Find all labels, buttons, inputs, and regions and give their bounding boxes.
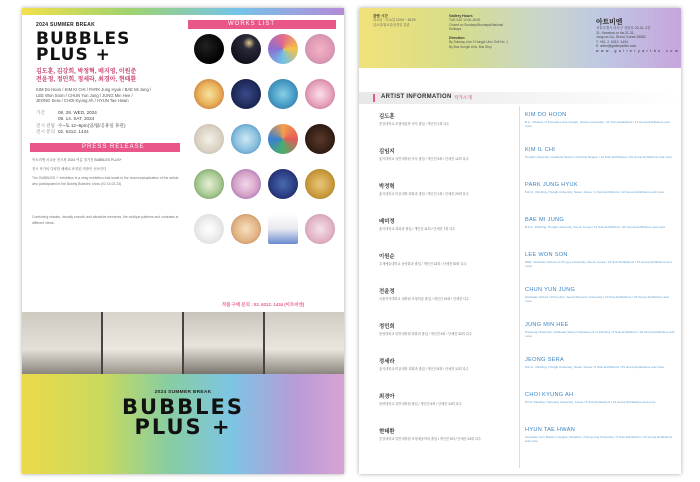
logo-line-1: BUBBLES [36, 29, 131, 49]
artwork-item[interactable] [192, 214, 226, 256]
artwork-caption [229, 111, 263, 121]
season-kicker: 2024 SUMMER BREAK [36, 22, 96, 28]
artist-bio: 한성대학교 일반대학원 회화과 졸업 / 개인전 6회 / 단체전 32회 다수 [379, 332, 472, 336]
artist-entry-en [525, 182, 675, 217]
artwork-caption [266, 111, 300, 121]
artist-entry-ko [379, 182, 507, 217]
artist-name: 배미정 [379, 219, 395, 225]
artist-name: 김임지 [379, 149, 395, 155]
artist-bio: 중앙대학교 일반대학원 조형예술학과 졸업 / 개인전 5회 / 단체전 23회 다수 [379, 437, 482, 441]
artwork-caption [192, 66, 226, 76]
direction-line-1: By Subway Line 2 Hongik Univ. Exit No. 1 [449, 40, 508, 45]
artist-bio: 중앙대학교 조형예술학 석사 졸업 / 개인전 1회 다수 [379, 122, 450, 126]
artwork-item[interactable] [303, 79, 337, 121]
artist-entry-en [525, 427, 675, 462]
artwork-thumbnail [231, 214, 261, 244]
artwork-thumbnail [268, 124, 298, 154]
artwork-thumbnail [305, 169, 335, 199]
artist-entry-ko [379, 252, 507, 287]
artist-bio: 추계예술대학교 동양화과 졸업 / 개인전 13회 / 단체전 50회 다수 [379, 262, 467, 266]
info-key: 전시 관람 [36, 122, 56, 128]
artist-entry-ko [379, 147, 507, 182]
artist-names-korean [36, 68, 176, 84]
artist-entry-ko [379, 217, 507, 252]
artwork-item[interactable] [229, 169, 263, 211]
artist-entry-ko [379, 112, 507, 147]
artwork-item[interactable] [192, 124, 226, 166]
artwork-item[interactable] [229, 214, 263, 256]
website-link[interactable]: w w w . g a l l e r y a r t b n . c o m [596, 48, 679, 53]
directions [449, 36, 589, 49]
artist-entry-ko [379, 357, 507, 392]
artwork-item[interactable] [229, 124, 263, 166]
artist-bio-en: Graduate School of Fine Arts, Seoul Women's University / 19 Solo Exhibitions / 32 Group Exhibitions and more [525, 295, 669, 304]
artist-entry-en [525, 392, 675, 427]
press-paragraph-ko-1: 아트비엔 서교동 전시장 2024 여름 정기전 BUBBLES PLUS+ [32, 158, 122, 162]
installation-photo [103, 312, 182, 374]
artwork-thumbnail [231, 169, 261, 199]
artist-names-ko-line-2: 전윤정, 정민희, 정세라, 최경아, 현태환 [36, 77, 137, 83]
artist-names-english [36, 87, 176, 104]
column-divider [519, 106, 520, 468]
press-paragraph-en-2: Combining shades, visually smooth and attractive elements, the multiple patterns and contrasts in different views. [32, 215, 179, 225]
artist-bio-en: B.A., Division of Formative Arts Design, Suwon University / 11 Solo Exhibitions / 11 Group Exhibitions and more [525, 120, 670, 129]
heading-accent-bar [373, 94, 375, 102]
artwork-thumbnail [231, 79, 261, 109]
artwork-thumbnail [231, 34, 261, 64]
artist-name-en: PARK JUNG HYUK [525, 182, 578, 188]
info-key: 전시 문의 [36, 129, 56, 134]
artwork-thumbnail [231, 124, 261, 154]
footer-logo-line-1: BUBBLES [122, 395, 244, 419]
artist-bio-en: MFA, Graduate School of chu gye University, Seoul, Korea / 13 Solo Exhibitions / 57 Group Exhibitions and more [525, 260, 672, 269]
artist-bio-en: M.F.A., Painting, Hongik University, Seoul, Korea / 1 Solo Exhibitions / 12 Group Exhibitions and more [525, 190, 665, 194]
hours-line-2: 일요일/월요일/공휴일 휴관 [373, 22, 410, 27]
artwork-caption [229, 201, 263, 211]
press-paragraph-en-1: The 'BUBBLES +' exhibition is a relay exhibition that leads to the reconceptualization of the artists who participated in the Bubbly Bubbles' show (02.15-02.23). [32, 176, 179, 186]
artist-entry-en [525, 252, 675, 287]
artist-list-english [525, 112, 675, 462]
artwork-thumbnail [268, 79, 298, 109]
artwork-caption [303, 201, 337, 211]
artwork-item[interactable] [266, 79, 300, 121]
footer-logo-line-2: PLUS + [134, 415, 232, 439]
artist-entry-ko [379, 427, 507, 462]
artist-entry-ko [379, 322, 507, 357]
artwork-thumbnail [305, 124, 335, 154]
artwork-thumbnail [194, 34, 224, 64]
press-paragraph-ko-2: 전시 작가의 다양한 매체로 표현된 작품이 선보인다 [32, 167, 107, 172]
artist-names-en-line-3: JEONG Sera / CHOI Kyung Ah / HYUN Tae Hwan [36, 98, 129, 104]
artist-name-en: JEONG SERA [525, 357, 565, 363]
artist-bio: 서울여자대학교 대학원 조형미술 졸업 / 개인전 19회 / 단체전 다수 [379, 297, 470, 301]
poster-front-page [22, 8, 344, 474]
artwork-caption [303, 156, 337, 166]
artist-name: 최경아 [379, 394, 395, 400]
artist-name-en: LEE WON SON [525, 252, 568, 258]
artwork-item[interactable] [192, 34, 226, 76]
artwork-item[interactable] [303, 214, 337, 256]
press-release-body [32, 158, 182, 254]
logo-line-2: PLUS + [36, 45, 111, 65]
artist-name: 전윤정 [379, 289, 395, 295]
artist-bio-en: Ph.D. Painting, Hanyang University, Korea / 6 Solo Exhibitions / 14 Group Exhibitions and more [525, 400, 656, 404]
artist-entry-en [525, 287, 675, 322]
artist-info-title: ARTIST INFORMATION [381, 94, 452, 100]
artist-name: 현태환 [379, 429, 395, 435]
address-english-1: 21, Sanchon-ro 6a-21-31, [596, 30, 635, 35]
artwork-item[interactable] [266, 34, 300, 76]
artist-entry-en [525, 322, 675, 357]
artwork-item[interactable] [303, 34, 337, 76]
artwork-thumbnail [268, 169, 298, 199]
artist-names-en-line-2: LEE Won Soon / CHUN Yun Jung / JUNG Min Hee / [36, 92, 133, 98]
artist-bio: 홍익대학교 미술대학 회화과 졸업 / 개인전 8회 / 단체전 12회 다수 [379, 367, 469, 371]
artwork-thumbnail [305, 214, 335, 244]
artist-entry-en [525, 112, 675, 147]
artist-bio-en: Graduate from Master's degree Sculpture, Chung-Ang University / 5 Solo Exhibitions / 23 Group Exhibitions and more [525, 435, 673, 444]
exhibition-logo [36, 31, 176, 63]
gradient-top-bar [22, 8, 344, 15]
info-value: 08. 28. WED, 2024 [58, 109, 97, 115]
artwork-caption [266, 201, 300, 211]
hours-label: 관람 시간 [373, 14, 388, 18]
artwork-caption [192, 111, 226, 121]
artwork-caption [303, 246, 337, 256]
artwork-thumbnail [268, 34, 298, 64]
gallery-name: 아트비엔 [596, 19, 623, 26]
installation-photo [265, 312, 344, 374]
artist-bio-en: Hansung University, Graduate School, Department of Painting / 6 Solo Exhibitions / 29 Group Exhibitions and more [525, 330, 675, 339]
artwork-caption [192, 201, 226, 211]
hours-en-line-1: TUE-SAT 12:00-18:00 [449, 18, 481, 23]
artwork-thumbnail [194, 169, 224, 199]
artist-list-korean [379, 112, 507, 462]
artist-entry-ko [379, 392, 507, 427]
hours-en-line-2: Closed on Sundays/Mondays/National Holidays [449, 22, 504, 32]
artwork-item[interactable] [192, 79, 226, 121]
artwork-thumbnail [305, 34, 335, 64]
artwork-thumbnail [194, 214, 224, 244]
artist-name: 김도훈 [379, 114, 395, 120]
artist-bio: 홍익대학교 일반대학원 석사 졸업 / 개인전 3회 / 단체전 12회 다수 [379, 157, 469, 161]
artwork-caption [192, 156, 226, 166]
artist-name: 박정혁 [379, 184, 395, 190]
footer-title-block [22, 374, 344, 474]
artist-name-en: BAE MI JUNG [525, 217, 565, 223]
info-row [36, 129, 176, 135]
artist-bio-en: B.F.A., Painting, Hongik University, Seoul, Korea / 11 Solo Exhibitions / 40 Group Exhibitions and more [525, 225, 666, 229]
purchase-contact: 작품 구매 문의 : 02. 6312. 1434 (아트비엔) [222, 302, 305, 307]
artwork-thumbnail [194, 79, 224, 109]
artist-name-en: KIM IL CHI [525, 147, 556, 153]
artist-name-en: CHUN YUN JUNG [525, 287, 576, 293]
address-english-2: Jong-no-Gu, Seoul, Korea 05062 [596, 35, 646, 40]
info-value: 09. 14. SAT, 2024 [58, 116, 95, 122]
artwork-caption [303, 111, 337, 121]
artwork-caption [266, 156, 300, 166]
email-link[interactable]: E. artbn@galleryartbn.com [596, 44, 637, 49]
artwork-item[interactable] [266, 124, 300, 166]
artist-info-subtitle: 작가소개 [454, 95, 472, 100]
artwork-caption [266, 66, 300, 76]
artist-bio: 한양대학교 일반대학원 졸업 / 개인전 6회 / 단체전 14회 다수 [379, 402, 462, 406]
artist-bio: 홍익대학교 미술대학 회화과 졸업 / 개인전 1회 / 단체전 20회 다수 [379, 192, 469, 196]
direction-line-2: By Bus Hongik Univ. Bus Stop [449, 44, 492, 49]
info-key: 기간 [36, 109, 45, 115]
artwork-thumbnail [305, 79, 335, 109]
artist-names-ko-line-1: 김도훈, 김강희, 박정혁, 배지영, 이원준 [36, 69, 137, 75]
installation-photo [184, 312, 263, 374]
footer-logo [22, 397, 344, 437]
artist-bio-en: M.F.A., Painting, Hongik University, Seoul, Korea / 6 Solo Exhibitions / 51 Group Exhibitions and more [525, 365, 665, 369]
artwork-caption [229, 66, 263, 76]
footer-kicker: 2024 SUMMER BREAK [154, 390, 212, 395]
artist-entry-en [525, 217, 675, 252]
info-value: 수~토 12~6pm(일/월/공휴일 휴관) [58, 122, 126, 128]
artwork-item[interactable] [229, 79, 263, 121]
poster-back-page [359, 8, 681, 474]
artwork-item[interactable] [192, 169, 226, 211]
installation-photo-strip [22, 312, 344, 374]
artist-name: 정세라 [379, 359, 395, 365]
hours-korean [373, 14, 439, 27]
hours-line-1: 화요일 ~ 토요일 12:00 ~ 18:00 [373, 18, 416, 23]
artwork-caption [266, 246, 300, 256]
artist-information-heading [359, 92, 681, 104]
artwork-item[interactable] [229, 34, 263, 76]
artwork-thumbnail [194, 124, 224, 154]
artist-name: 이원순 [379, 254, 395, 260]
telephone: T. +82. 2. 6312. 1434 [596, 39, 628, 44]
artwork-caption [229, 246, 263, 256]
hours-en-label: Gallery Hours [449, 14, 473, 18]
artwork-thumbnail [268, 214, 298, 244]
gallery-info-band [359, 8, 681, 68]
artist-bio: 홍익대학교 회화과 졸업 / 개인전 11회 / 단체전 7회 다수 [379, 227, 456, 231]
installation-photo [22, 312, 101, 374]
artist-name-en: JUNG MIN HEE [525, 322, 569, 328]
artist-name-en: CHOI KYUNG AH [525, 392, 574, 398]
artwork-item[interactable] [303, 124, 337, 166]
artwork-caption [229, 156, 263, 166]
info-value: 02. 6312. 1434 [58, 129, 89, 134]
artist-names-en-line-1: KIM Do Hoon / KIM KI CHI / PARK Jung Hyuk / BAE Mi Jung / [36, 87, 152, 92]
artwork-item[interactable] [303, 169, 337, 211]
artist-name-en: KIM DO HOON [525, 112, 567, 118]
hours-english [449, 14, 515, 32]
artist-entry-en [525, 357, 675, 392]
press-release-heading: PRESS RELEASE [30, 143, 180, 152]
exhibition-info [36, 110, 176, 136]
artist-name-en: HYUN TAE HWAN [525, 427, 576, 433]
artist-bio-en: Hongik University, Graduate School, Doctoral Degree / 12 Solo Exhibitions / 29 Group Exhibitions and more [525, 155, 673, 159]
artwork-item[interactable] [266, 214, 300, 256]
address-korean: 서울특별시 마포구 상암동 22-31, 2층 [596, 26, 651, 30]
gallery-contact [596, 26, 678, 54]
artwork-caption [192, 246, 226, 256]
artwork-item[interactable] [266, 169, 300, 211]
direction-label: Direction [449, 36, 465, 40]
works-list-heading: WORKS LIST [188, 20, 336, 29]
artist-entry-en [525, 147, 675, 182]
artist-name: 정민희 [379, 324, 395, 330]
artist-entry-ko [379, 287, 507, 322]
exhibition-header [36, 22, 176, 135]
artwork-caption [303, 66, 337, 76]
